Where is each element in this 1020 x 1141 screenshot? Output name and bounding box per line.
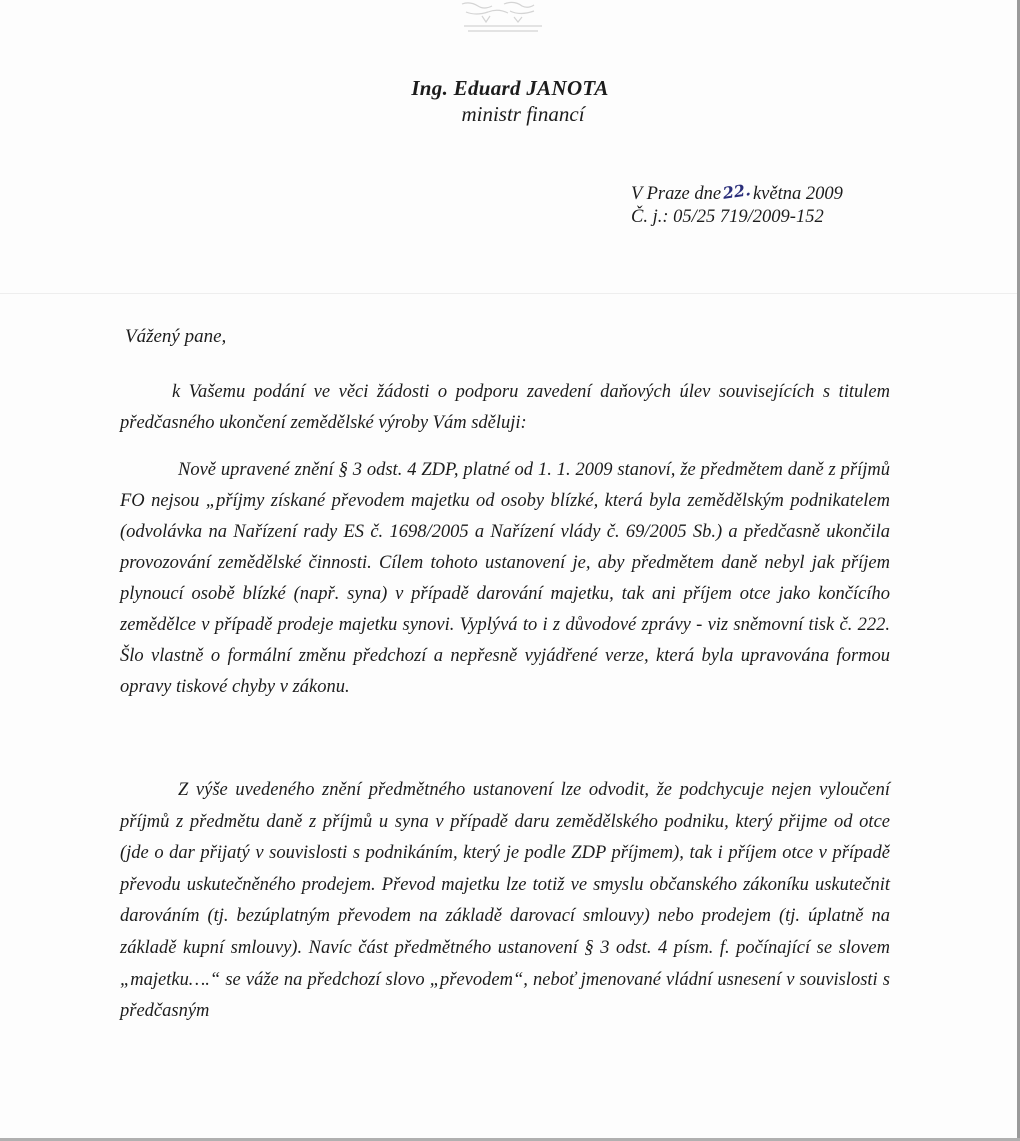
paragraph-interpretation: Z výše uvedeného znění předmětného ustanovení lze odvodit, že podchycuje nejen vyloučení příjmů z předmětu daně z příjmů u syna v případě daru zemědělského podniku, který přijme od otce (jde o dar přijatý v souvislosti s podnikáním, který je podle ZDP příjmem), tak i příjem otce v případě převodu uskutečněného prodejem. Převod majetku lze totiž ve smyslu občanského zákoníku uskutečnit darováním (tj. bezúplatným převodem na základě darovací smlouvy) nebo prodejem (tj. úplatně na základě kupní smlouvy). Navíc část předmětného ustanovení § 3 odst. 4 písm. f. počínající se slovem „majetku….“ se váže na předchozí slovo „převodem“, neboť jmenované vládní usnesení v souvislosti s předčasným [120, 780, 890, 1022]
reference-number: Č. j.: 05/25 719/2009-152 [631, 207, 824, 227]
letter-meta [631, 182, 843, 229]
salutation: Vážený pane, [125, 326, 227, 347]
paragraph-legal-text: Nově upravené znění § 3 odst. 4 ZDP, platné od 1. 1. 2009 stanoví, že předmětem daně z příjmů FO nejsou „příjmy získané převodem majetku od osoby blízké, která byla zemědělským podnikatelem (odvolávka na Nařízení rady ES č. 1698/2005 a Nařízení vlády č. 69/2005 Sb.) a předčasně ukončila provozování zemědělské činnosti. Cílem tohoto ustanovení je, aby předmětem daně nebyl jak příjem plynoucí osobě blízké (např. syna) v případě darování majetku, tak ani příjem otce jako končícího zemědělce v případě prodeje majetku synovi. Vyplývá to i z důvodové zprávy - viz sněmovní tisk č. 222. Šlo vlastně o formální změnu předchozí a nepřesně vyjádřené verze, která byla upravována formou opravy tiskové chyby v zákonu. [120, 460, 890, 697]
date-prefix: V Praze dne [631, 184, 722, 204]
paper-fold-line [0, 293, 1020, 294]
paragraph-intro: k Vašemu podání ve věci žádosti o podporu zavedení daňových úlev souvisejících s titulem předčasného ukončení zemědělské výroby Vám sděluji: [120, 382, 890, 433]
date-line [631, 182, 843, 206]
handwritten-day: 22. [721, 180, 752, 203]
state-emblem-icon [452, 0, 552, 34]
sender-name: Ing. Eduard JANOTA [411, 76, 609, 100]
sender-title: ministr financí [461, 102, 585, 126]
date-month-year: května 2009 [752, 184, 843, 204]
